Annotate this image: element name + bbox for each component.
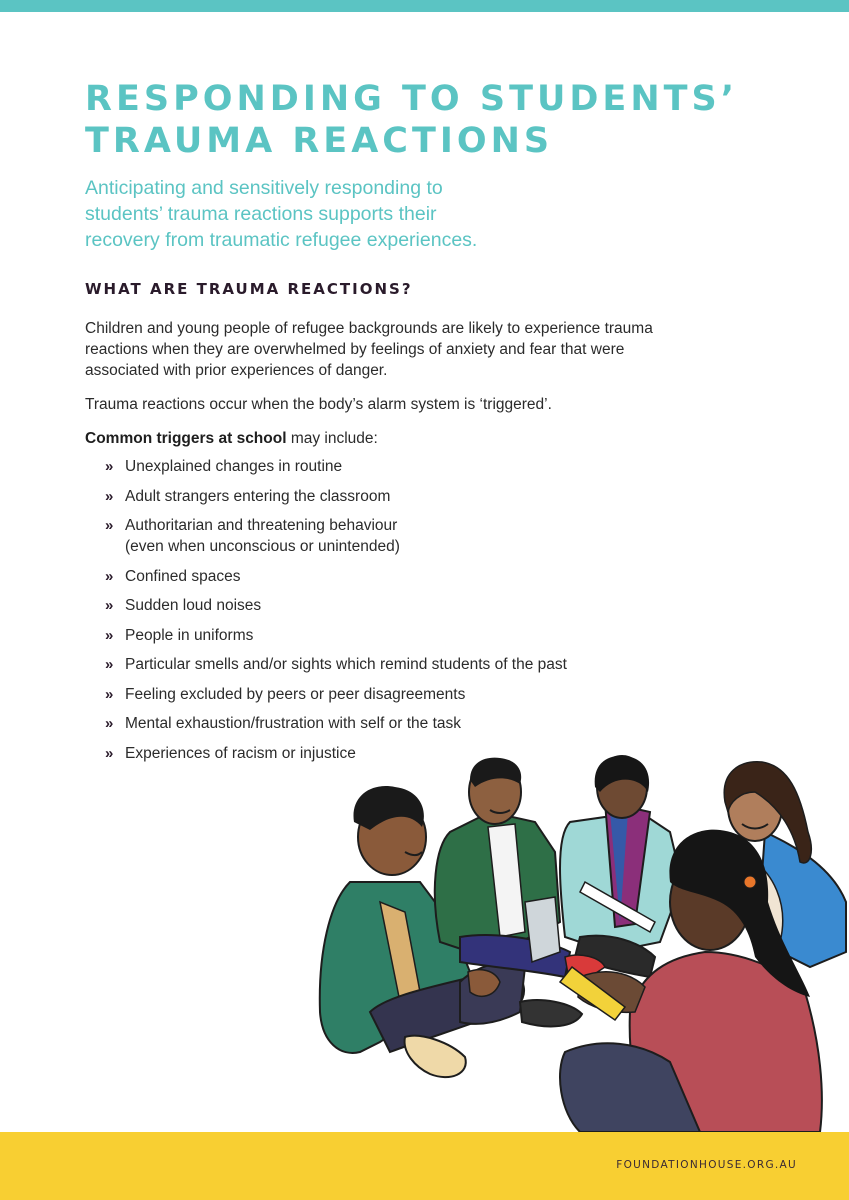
bullet-chevron-icon: » (105, 458, 114, 475)
triggers-intro-rest: may include: (286, 430, 378, 447)
list-item-text: Sudden loud noises (125, 597, 262, 614)
list-item-text: Mental exhaustion/frustration with self or the task (125, 715, 461, 732)
list-item (105, 566, 665, 587)
page-title (85, 78, 785, 162)
bullet-chevron-icon: » (105, 744, 114, 762)
bullet-chevron-icon: » (105, 597, 114, 614)
top-accent-bar (0, 0, 849, 12)
bullet-chevron-icon: » (105, 626, 114, 644)
list-item (105, 654, 665, 675)
list-item-text: Feeling excluded by peers or peer disagreements (125, 685, 466, 703)
bullet-chevron-icon: » (105, 567, 114, 585)
bullet-chevron-icon: » (105, 656, 114, 673)
student-figure-center (560, 756, 682, 977)
list-item-text: Particular smells and/or sights which remind students of the past (125, 656, 567, 673)
intro-line-1: Anticipating and sensitively responding to (85, 177, 443, 199)
paragraph-trauma-reactions (85, 318, 745, 381)
list-item-text: Unexplained changes in routine (125, 458, 343, 475)
intro-subtitle (85, 175, 565, 253)
list-item (105, 713, 665, 734)
triggers-list (105, 456, 665, 772)
list-item (105, 515, 665, 557)
paragraph-line-2: reactions when they are overwhelmed by feelings of anxiety and fear that were (85, 341, 625, 358)
list-item (105, 625, 665, 646)
list-item-text: Authoritarian and threatening behaviour (even when unconscious or unintended) (125, 517, 400, 555)
list-item (105, 684, 665, 705)
list-item (105, 456, 665, 477)
bullet-chevron-icon: » (105, 487, 114, 505)
list-item (105, 595, 665, 616)
paragraph-line-1: Children and young people of refugee backgrounds are likely to experience trauma (85, 320, 653, 337)
section-heading: WHAT ARE TRAUMA REACTIONS? (85, 280, 413, 298)
students-sitting-circle-illustration (310, 752, 849, 1132)
bullet-chevron-icon: » (105, 517, 114, 534)
list-item (105, 486, 665, 507)
triggers-intro (85, 428, 378, 449)
page-title-line-2: TRAUMA REACTIONS (85, 121, 554, 161)
paragraph-line-3: associated with prior experiences of danger. (85, 362, 388, 379)
intro-line-2: students’ trauma reactions supports their (85, 203, 437, 225)
list-item-text: Experiences of racism or injustice (125, 744, 356, 762)
intro-line-3: recovery from traumatic refugee experiences. (85, 229, 478, 251)
student-figure-center-left (435, 758, 570, 977)
footer-bar (0, 1132, 849, 1200)
footer-website-link[interactable]: FOUNDATIONHOUSE.ORG.AU (616, 1159, 797, 1171)
triggers-intro-bold: Common triggers at school (85, 430, 287, 447)
bullet-chevron-icon: » (105, 685, 114, 703)
list-item-text: People in uniforms (125, 626, 254, 644)
paragraph-alarm-system: Trauma reactions occur when the body’s alarm system is ‘triggered’. (85, 396, 552, 413)
bullet-chevron-icon: » (105, 715, 114, 732)
list-item-text: Confined spaces (125, 567, 241, 585)
list-item-text: Adult strangers entering the classroom (125, 487, 391, 505)
page-title-line-1: RESPONDING TO STUDENTS’ (85, 79, 738, 119)
